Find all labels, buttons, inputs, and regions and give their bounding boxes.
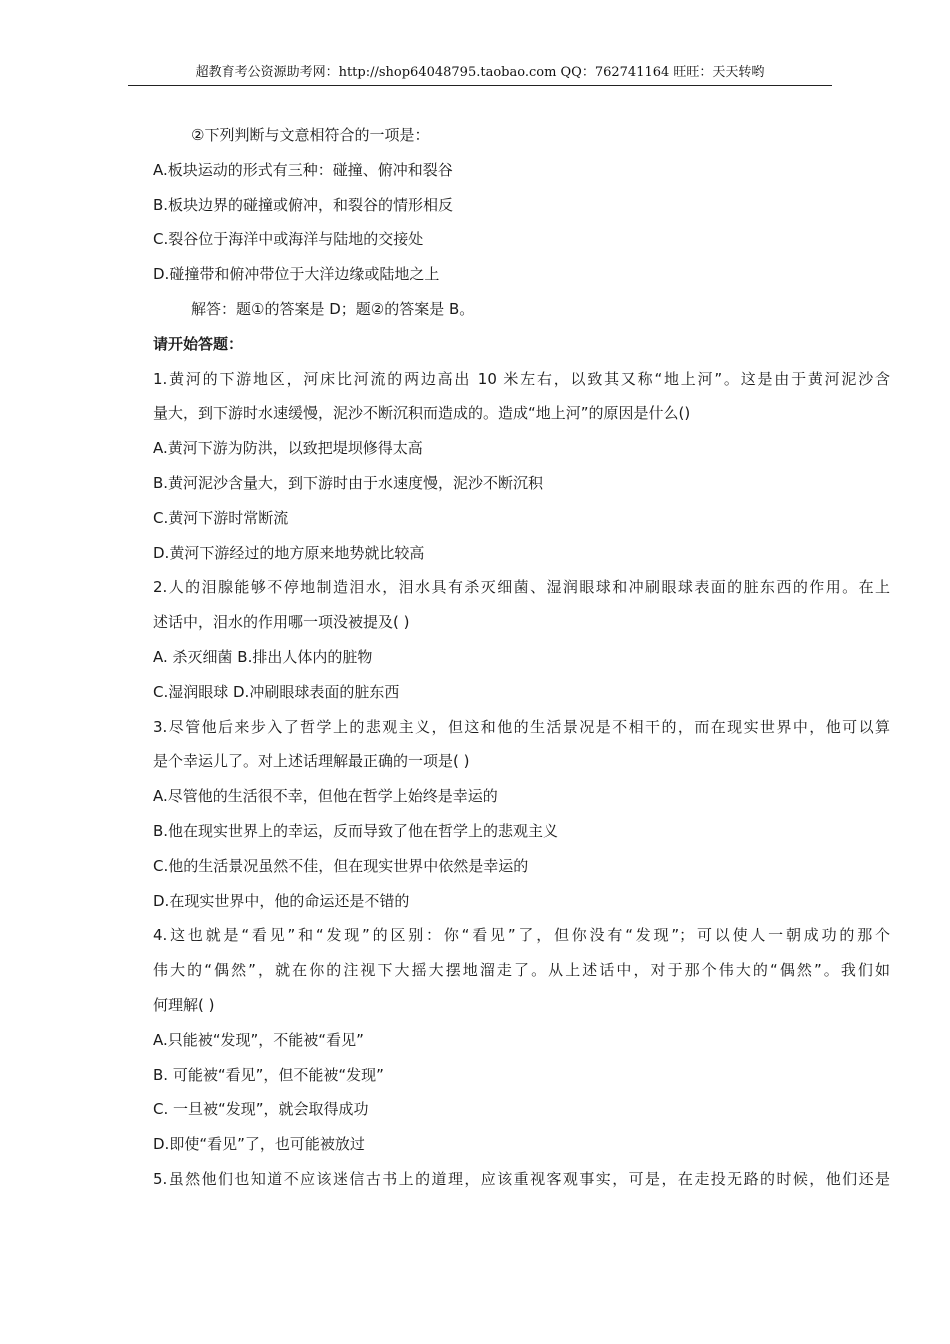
example-option-a: A.板块运动的形式有三种：碰撞、俯冲和裂谷 [153,160,453,179]
header-divider [128,85,832,86]
example-option-d: D.碰撞带和俯冲带位于大洋边缘或陆地之上 [153,265,440,284]
q4-stem-line-1: 4.这也就是“看见”和“发现”的区别：你“看见”了，但你没有“发现”；可以使人一朝成功的那个 [153,926,890,945]
q1-option-a: A.黄河下游为防洪，以致把堤坝修得太高 [153,439,423,458]
q2-stem-line-1: 2.人的泪腺能够不停地制造泪水，泪水具有杀灭细菌、湿润眼球和冲刷眼球表面的脏东西的作用。在上 [153,578,890,597]
q3-stem-line-1: 3.尽管他后来步入了哲学上的悲观主义，但这和他的生活景况是不相干的，而在现实世界中，他可以算 [153,717,890,736]
example-question-stem: ②下列判断与文意相符合的一项是： [191,126,430,144]
q4-option-b: B. 可能被“看见”，但不能被“发现” [153,1065,384,1084]
q4-stem-line-2: 伟大的“偶然”，就在你的注视下大摇大摆地溜走了。从上述话中，对于那个伟大的“偶然”。我们如 [153,961,890,980]
q3-stem-line-2: 是个幸运儿了。对上述话理解最正确的一项是( ) [153,752,470,771]
section-heading: 请开始答题： [153,334,244,353]
q4-stem-line-3: 何理解( ) [153,995,215,1014]
q3-option-d: D.在现实世界中，他的命运还是不错的 [153,891,410,910]
q3-option-b: B.他在现实世界上的幸运，反而导致了他在哲学上的悲观主义 [153,821,559,840]
q1-stem-line-2: 量大，到下游时水速缓慢，泥沙不断沉积而造成的。造成“地上河”的原因是什么() [153,404,691,423]
q4-option-d: D.即使“看见”了，也可能被放过 [153,1135,365,1154]
q5-stem-line-1: 5.虽然他们也知道不应该迷信古书上的道理，应该重视客观事实，可是，在走投无路的时候，他们还是 [153,1169,890,1188]
example-option-c: C.裂谷位于海洋中或海洋与陆地的交接处 [153,230,424,249]
page-header: 超教育考公资源助考网：http://shop64048795.taobao.com QQ：762741164 旺旺：天天转哟 [195,65,765,80]
example-option-b: B.板块边界的碰撞或俯冲，和裂谷的情形相反 [153,195,454,214]
q2-option-cd: C.湿润眼球 D.冲刷眼球表面的脏东西 [153,682,400,701]
q1-option-d: D.黄河下游经过的地方原来地势就比较高 [153,543,425,562]
example-answer: 解答：题①的答案是 D；题②的答案是 B。 [191,299,475,318]
q3-option-c: C.他的生活景况虽然不佳，但在现实世界中依然是幸运的 [153,856,529,875]
q2-option-ab: A. 杀灭细菌 B.排出人体内的脏物 [153,647,373,666]
q4-option-c: C. 一旦被“发现”，就会取得成功 [153,1100,369,1119]
q3-option-a: A.尽管他的生活很不幸，但他在哲学上始终是幸运的 [153,787,498,806]
q4-option-a: A.只能被“发现”，不能被“看见” [153,1030,364,1049]
q2-stem-line-2: 述话中，泪水的作用哪一项没被提及( ) [153,613,410,632]
q1-option-b: B.黄河泥沙含量大，到下游时由于水速度慢，泥沙不断沉积 [153,473,544,492]
q1-option-c: C.黄河下游时常断流 [153,508,289,527]
q1-stem-line-1: 1.黄河的下游地区，河床比河流的两边高出 10 米左右，以致其又称“地上河”。这是由于黄河泥沙含 [153,369,890,388]
document-body [153,118,890,1197]
